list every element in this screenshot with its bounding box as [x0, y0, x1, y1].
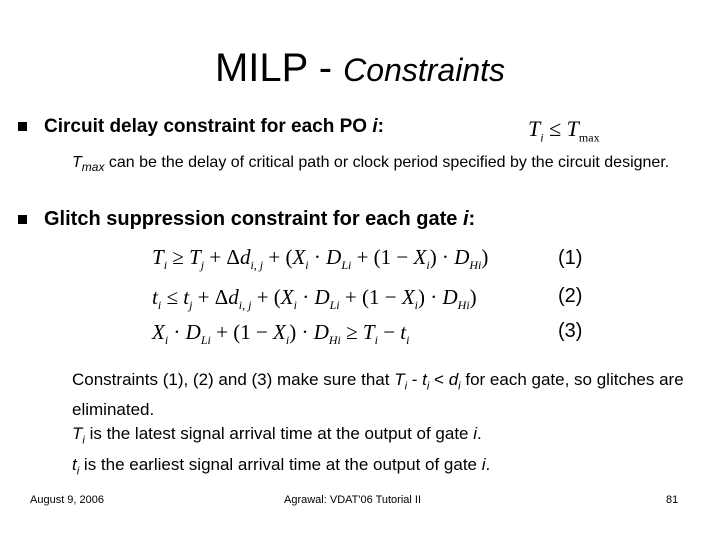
title-italic: Constraints [343, 52, 506, 88]
bullet-marker-1 [18, 122, 30, 132]
explanation-period-2: . [485, 454, 491, 474]
explanation-text-b: for each gate, so glitches are eliminated. [72, 370, 684, 420]
tmax-note [72, 152, 692, 178]
equation-1: $T_i \ge T_j + \Delta d_{i, j} + (X_i \cdot D_{Li} + (1 - X_i) \cdot D_{Hi})$ [152, 245, 489, 273]
equation-number-2: (2) [558, 285, 583, 307]
equation-number-1: (1) [558, 247, 583, 269]
explanation-text-a: Constraints (1), (2) and (3) make sure that [72, 370, 395, 389]
delay-constraint-formula: $T_i \le T_{max}$ [528, 116, 600, 145]
explanation-earliest-text: is the earliest signal arrival time at the output of gate [79, 454, 482, 474]
explanation-line-3: $t_i$ is the earliest signal arrival time at the output of gate i. [72, 454, 491, 478]
explanation-gate-var-2: i [481, 454, 486, 474]
footer-page-number: 81 [666, 494, 679, 506]
tmax-subscript: max [81, 160, 105, 175]
bullet-circuit-delay [44, 116, 384, 138]
explanation-period-1: . [477, 424, 482, 444]
explanation-gate-var-1: i [473, 424, 478, 444]
bullet-glitch-var: i [462, 208, 469, 230]
footer-center: Agrawal: VDAT'06 Tutorial II [284, 494, 422, 506]
bullet-circuit-delay-colon: : [377, 116, 384, 137]
explanation-paragraph [72, 368, 702, 483]
bullet-glitch-text: Glitch suppression constraint for each gate [44, 208, 463, 230]
equation-3: $X_i \cdot D_{Li} + (1 - X_i) \cdot D_{Hi} \ge T_i - t_i$ [152, 320, 410, 348]
bullet-glitch-colon: : [468, 208, 476, 230]
bullet-marker-2 [18, 215, 30, 225]
slide-title [0, 44, 720, 94]
bullet-circuit-delay-text: Circuit delay constraint for each PO [44, 116, 373, 137]
bullet-circuit-delay-var: i [372, 116, 378, 137]
explanation-latest-text: is the latest signal arrival time at the output of gate [84, 424, 474, 444]
explanation-line-2: $T_i$ is the latest signal arrival time at the output of gate i. [72, 424, 482, 447]
tmax-note-text: can be the delay of critical path or clock period specified by the circuit designer. [104, 154, 670, 171]
bullet-glitch-suppression [44, 208, 475, 231]
tmax-symbol: T [72, 154, 82, 171]
title-main: MILP - [214, 46, 344, 90]
footer-date: August 9, 2006 [30, 494, 105, 506]
explanation-line-1: Constraints (1), (2) and (3) make sure that $T_i - t_i < d_i$ for each gate, so glitches are eliminated. [72, 370, 684, 420]
equation-2: $t_i \le t_j + \Delta d_{i, j} + (X_i \cdot D_{Li} + (1 - X_i) \cdot D_{Hi})$ [152, 285, 477, 313]
equation-number-3: (3) [558, 320, 583, 342]
